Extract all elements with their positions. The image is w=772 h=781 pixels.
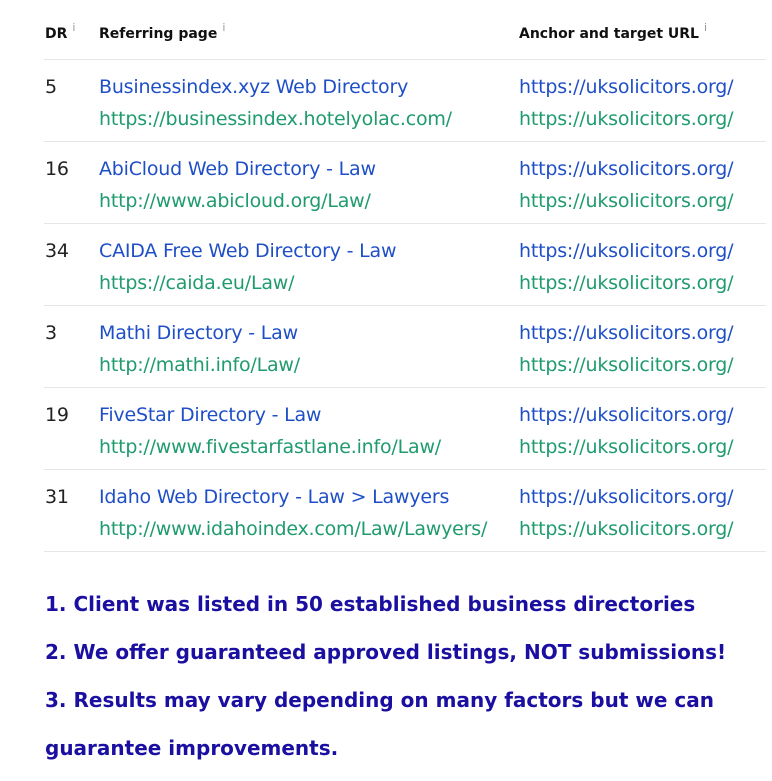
target-url-link[interactable]: https://uksolicitors.org/	[519, 272, 734, 294]
dr-value: 31	[45, 486, 69, 508]
table-header	[44, 0, 766, 60]
column-header-referring-page-label: Referring page	[99, 26, 218, 42]
dr-value: 5	[45, 76, 57, 98]
anchor-link[interactable]: https://uksolicitors.org/	[519, 322, 734, 344]
column-header-referring-page[interactable]	[99, 21, 226, 42]
column-header-anchor-target-label: Anchor and target URL	[519, 26, 699, 42]
target-url-link[interactable]: https://uksolicitors.org/	[519, 108, 734, 130]
notes-list	[45, 580, 765, 772]
backlinks-table	[44, 0, 766, 552]
column-header-dr-label: DR	[45, 26, 68, 42]
target-url-link[interactable]: https://uksolicitors.org/	[519, 354, 734, 376]
referring-page-title-link[interactable]: CAIDA Free Web Directory - Law	[99, 240, 397, 262]
referring-page-url-link[interactable]: http://www.idahoindex.com/Law/Lawyers/	[99, 518, 488, 540]
referring-page-url-link[interactable]: http://www.fivestarfastlane.info/Law/	[99, 436, 442, 458]
referring-page-title-link[interactable]: Idaho Web Directory - Law > Lawyers	[99, 486, 450, 508]
table-row	[44, 470, 766, 552]
referring-page-title-link[interactable]: Mathi Directory - Law	[99, 322, 298, 344]
column-header-anchor-target[interactable]	[519, 21, 708, 42]
table-row	[44, 142, 766, 224]
anchor-link[interactable]: https://uksolicitors.org/	[519, 158, 734, 180]
referring-page-url-link[interactable]: https://caida.eu/Law/	[99, 272, 295, 294]
dr-value: 3	[45, 322, 57, 344]
target-url-link[interactable]: https://uksolicitors.org/	[519, 518, 734, 540]
note-line: 1. Client was listed in 50 established business directories	[45, 592, 696, 616]
anchor-link[interactable]: https://uksolicitors.org/	[519, 240, 734, 262]
note-line: guarantee improvements.	[45, 736, 339, 760]
dr-value: 16	[45, 158, 69, 180]
table-row	[44, 224, 766, 306]
anchor-link[interactable]: https://uksolicitors.org/	[519, 404, 734, 426]
anchor-link[interactable]: https://uksolicitors.org/	[519, 486, 734, 508]
target-url-link[interactable]: https://uksolicitors.org/	[519, 190, 734, 212]
table-row	[44, 60, 766, 142]
dr-value: 19	[45, 404, 69, 426]
target-url-link[interactable]: https://uksolicitors.org/	[519, 436, 734, 458]
table-row	[44, 388, 766, 470]
referring-page-title-link[interactable]: Businessindex.xyz Web Directory	[99, 76, 409, 98]
table-row	[44, 306, 766, 388]
dr-value: 34	[45, 240, 69, 262]
referring-page-title-link[interactable]: FiveStar Directory - Law	[99, 404, 322, 426]
referring-page-title-link[interactable]: AbiCloud Web Directory - Law	[99, 158, 376, 180]
info-icon[interactable]: i	[72, 21, 76, 34]
note-line: 3. Results may vary depending on many factors but we can	[45, 688, 714, 712]
column-header-dr[interactable]	[45, 21, 76, 42]
referring-page-url-link[interactable]: http://mathi.info/Law/	[99, 354, 300, 376]
anchor-link[interactable]: https://uksolicitors.org/	[519, 76, 734, 98]
note-line: 2. We offer guaranteed approved listings, NOT submissions!	[45, 640, 727, 664]
referring-page-url-link[interactable]: https://businessindex.hotelyolac.com/	[99, 108, 452, 130]
info-icon[interactable]: i	[703, 21, 708, 34]
referring-page-url-link[interactable]: http://www.abicloud.org/Law/	[99, 190, 371, 212]
info-icon[interactable]: i	[222, 21, 226, 34]
